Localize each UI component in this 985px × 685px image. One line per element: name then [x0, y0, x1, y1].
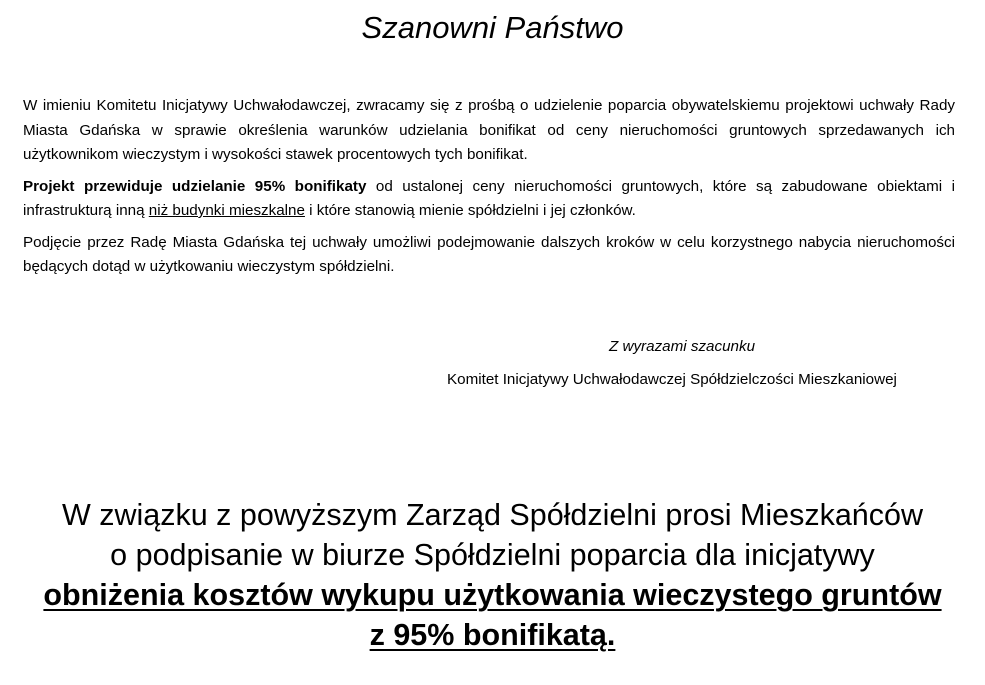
document-heading: Szanowni Państwo [361, 10, 624, 45]
paragraph-request: W imieniu Komitetu Inicjatywy Uchwałodawczej, zwracamy się z prośbą o udzielenie poparcia obywatelskiemu projektowi uchwały Rady Miasta Gdańska w sprawie określenia warunków udzielania bonifikat od ceny nieruchomości gruntowych sprzedawanych ich użytkownikom wieczystym i wysokości stawek procentowych tych bonifikat. [23, 97, 955, 163]
letter-body [23, 94, 955, 287]
appeal-line-4: z 95% bonifikatą. [369, 618, 616, 652]
paragraph-project [23, 175, 955, 224]
project-underlined: niż budynki mieszkalne [148, 202, 305, 219]
closing-phrase: Z wyrazami szacunku [609, 338, 756, 355]
project-highlight: Projekt przewiduje udzielanie 95% bonifikaty [23, 177, 367, 195]
appeal-line-3: obniżenia kosztów wykupu użytkowania wieczystego gruntów [43, 578, 942, 612]
appeal-block [0, 495, 985, 655]
project-text-1: od ustalonej ceny nieruchomości gruntowych, które są zabudowane obiektami i infrastrukturą inną [23, 177, 955, 219]
signature: Komitet Inicjatywy Uchwałodawczej Spółdzielczości Mieszkaniowej [447, 371, 897, 388]
appeal-line-1: W związku z powyższym Zarząd Spółdzielni prosi Mieszkańców [61, 498, 924, 532]
appeal-line-2: o podpisanie w biurze Spółdzielni poparcia dla inicjatywy [110, 538, 875, 572]
project-text-2: i które stanowią mienie spółdzielni i jej członków. [304, 202, 636, 219]
paragraph-outcome: Podjęcie przez Radę Miasta Gdańska tej uchwały umożliwi podejmowanie dalszych kroków w celu korzystnego nabycia nieruchomości będących dotąd w użytkowaniu wieczystym spółdzielni. [23, 233, 955, 275]
